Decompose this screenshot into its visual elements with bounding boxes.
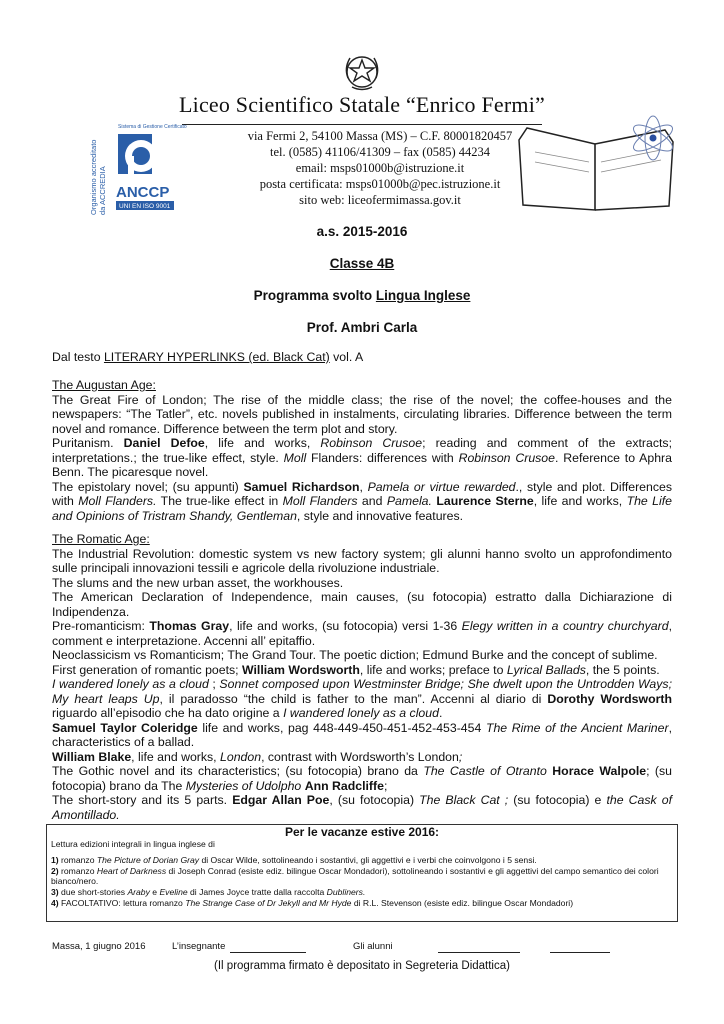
summer-assignments-box: [46, 824, 678, 922]
contact-website: sito web: liceofermimassa.gov.it: [299, 193, 461, 207]
summer-item-2: 2) romanzo Heart of Darkness di Joseph Conrad (esiste ediz. bilingue Oscar Mondadori), sottolineando i sostantivi e gli aggettivi del campo semantico dei colori bianco/nero.: [51, 865, 659, 887]
augustan-paragraph-2: Puritanism. Daniel Defoe, life and works, Robinson Crusoe; reading and comment of the extracts; interpretations.; the true-like effect, style. Moll Flanders: differences with Robinson Crusoe. Reference to Aphra Benn. The picaresque novel.: [52, 436, 672, 479]
student-signature-line-2: [550, 942, 610, 953]
italian-emblem-icon: [340, 48, 384, 92]
contact-email: email: msps01000b@istruzione.it: [295, 161, 465, 175]
professor-name: Prof. Ambri Carla: [306, 320, 418, 335]
augustan-section: [52, 378, 672, 523]
augustan-paragraph-1: The Great Fire of London; The rise of the middle class; the rise of the novel; the coffee-houses and the newspapers: “The Tatler”, etc. novels published in instalments, circulating libraries. Difference between the term novel and romance. Difference between the term plot and story.: [52, 392, 672, 436]
source-text: [52, 350, 672, 365]
romantic-title: The Romatic Age:: [52, 532, 150, 546]
source-prefix: Dal testo: [52, 350, 104, 364]
romantic-paragraph-3: The American Declaration of Independence, main causes, (su fotocopia) estratto dalla Dichiarazione di Indipendenza.: [52, 590, 672, 619]
romantic-paragraph-6: First generation of romantic poets; William Wordsworth, life and works; preface to Lyrical Ballads, the 5 points.: [52, 662, 660, 677]
summer-item-1: 1) romanzo The Picture of Dorian Gray di Oscar Wilde, sottolineando i sostantivi, gli aggettivi e i verbi che coinvolgono i 5 sensi.: [51, 855, 537, 866]
romantic-paragraph-7: I wandered lonely as a cloud ; Sonnet composed upon Westminster Bridge; She dwelt upon the Untrodden Ways; My heart leaps Up, il paradosso “the child is father to the man”. Accenni al diario di Dorothy Wordsworth riguardo all’episodio che ha dato origine a I wandered lonely as a cloud.: [52, 677, 672, 720]
program-prefix: Programma svolto: [253, 288, 376, 303]
contact-pec: posta certificata: msps01000b@pec.istruzione.it: [259, 177, 501, 191]
romantic-paragraph-9: William Blake, life and works, London, contrast with Wordsworth’s London;: [52, 749, 463, 764]
anccp-top-text: Sistema di Gestione Certificato: [118, 124, 187, 130]
students-label: Gli alunni: [353, 941, 393, 952]
romantic-paragraph-5: Neoclassicism vs Romanticism; The Grand Tour. The poetic diction; Edmund Burke and the concept of sublime.: [52, 648, 658, 662]
contact-phone: tel. (0585) 41106/41309 – fax (0585) 44234: [270, 145, 490, 159]
school-title: Liceo Scientifico Statale “Enrico Fermi”: [179, 92, 545, 117]
contact-address: via Fermi 2, 54100 Massa (MS) – C.F. 80001820457: [247, 129, 513, 143]
romantic-paragraph-8: Samuel Taylor Coleridge life and works, pag 448-449-450-451-452-453-454 The Rime of the Ancient Mariner, characteristics of a ballad.: [52, 720, 672, 749]
summer-item-3: 3) due short-stories Araby e Eveline di James Joyce tratte dalla raccolta Dubliners.: [51, 886, 366, 897]
anccp-side-text-2: da ACCREDIA: [98, 166, 107, 215]
anccp-side-text-1: Organismo accreditato: [89, 139, 98, 215]
class-title: Classe 4B: [329, 256, 395, 271]
program-title: [0, 288, 724, 303]
teacher-signature-line: [230, 942, 306, 953]
romantic-paragraph-11: The short-story and its 5 parts. Edgar Allan Poe, (su fotocopia) The Black Cat ; (su fotocopia) e the Cask of Amontillado.: [52, 793, 673, 822]
summer-item-4: 4) FACOLTATIVO: lettura romanzo The Strange Case of Dr Jekyll and Mr Hyde di R.L. Stevenson (esiste ediz. bilingue Oscar Mondadori): [51, 897, 574, 908]
augustan-paragraph-3: The epistolary novel; (su appunti) Samuel Richardson, Pamela or virtue rewarded., style and plot. Differences with Moll Flanders. The true-like effect in Moll Flanders and Pamela. Laurence Sterne, life and works, The Life and Opinions of Tristram Shandy, Gentleman, style and innovative features.: [52, 479, 672, 523]
romantic-paragraph-2: The slums and the new urban asset, the workhouses.: [52, 575, 344, 590]
source-suffix: vol. A: [329, 350, 364, 364]
open-book-atom-icon: [515, 110, 680, 215]
student-signature-line-1: [438, 942, 520, 953]
source-book: LITERARY HYPERLINKS (ed. Black Cat): [103, 350, 330, 364]
romantic-section: [52, 532, 672, 822]
teacher-label: L’insegnante: [172, 941, 226, 952]
romantic-paragraph-10: The Gothic novel and its characteristics; (su fotocopia) brano da The Castle of Otranto Horace Walpole; (su fotocopia) brano da The Mysteries of Udolpho Ann Radcliffe;: [52, 764, 673, 793]
school-contacts: [200, 128, 560, 208]
summer-title: Per le vacanze estive 2016:: [284, 825, 440, 839]
romantic-paragraph-4: Pre-romanticism: Thomas Gray, life and works, (su fotocopia) versi 1-36 Elegy written in a country churchyard, comment e interpretazione. Accenni all’ epitaffio.: [52, 619, 672, 648]
romantic-paragraph-1: The Industrial Revolution: domestic system vs new factory system; gli alunni hanno svolto un approfondimento sulle principali innovazioni tessili e agricole della rivoluzione industriale.: [52, 546, 672, 575]
title-divider: [182, 124, 542, 125]
anccp-iso: UNI EN ISO 9001: [119, 203, 171, 210]
anccp-name: ANCCP: [116, 184, 170, 201]
summer-intro: Lettura edizioni integrali in lingua inglese di: [51, 838, 215, 849]
anccp-logo: [88, 120, 193, 225]
program-subject: Lingua Inglese: [375, 288, 471, 303]
augustan-title: The Augustan Age:: [52, 378, 156, 392]
place-date: Massa, 1 giugno 2016: [52, 941, 146, 952]
school-year: a.s. 2015-2016: [316, 224, 408, 239]
signed-program-note: (Il programma firmato è depositato in Segreteria Didattica): [214, 960, 510, 972]
